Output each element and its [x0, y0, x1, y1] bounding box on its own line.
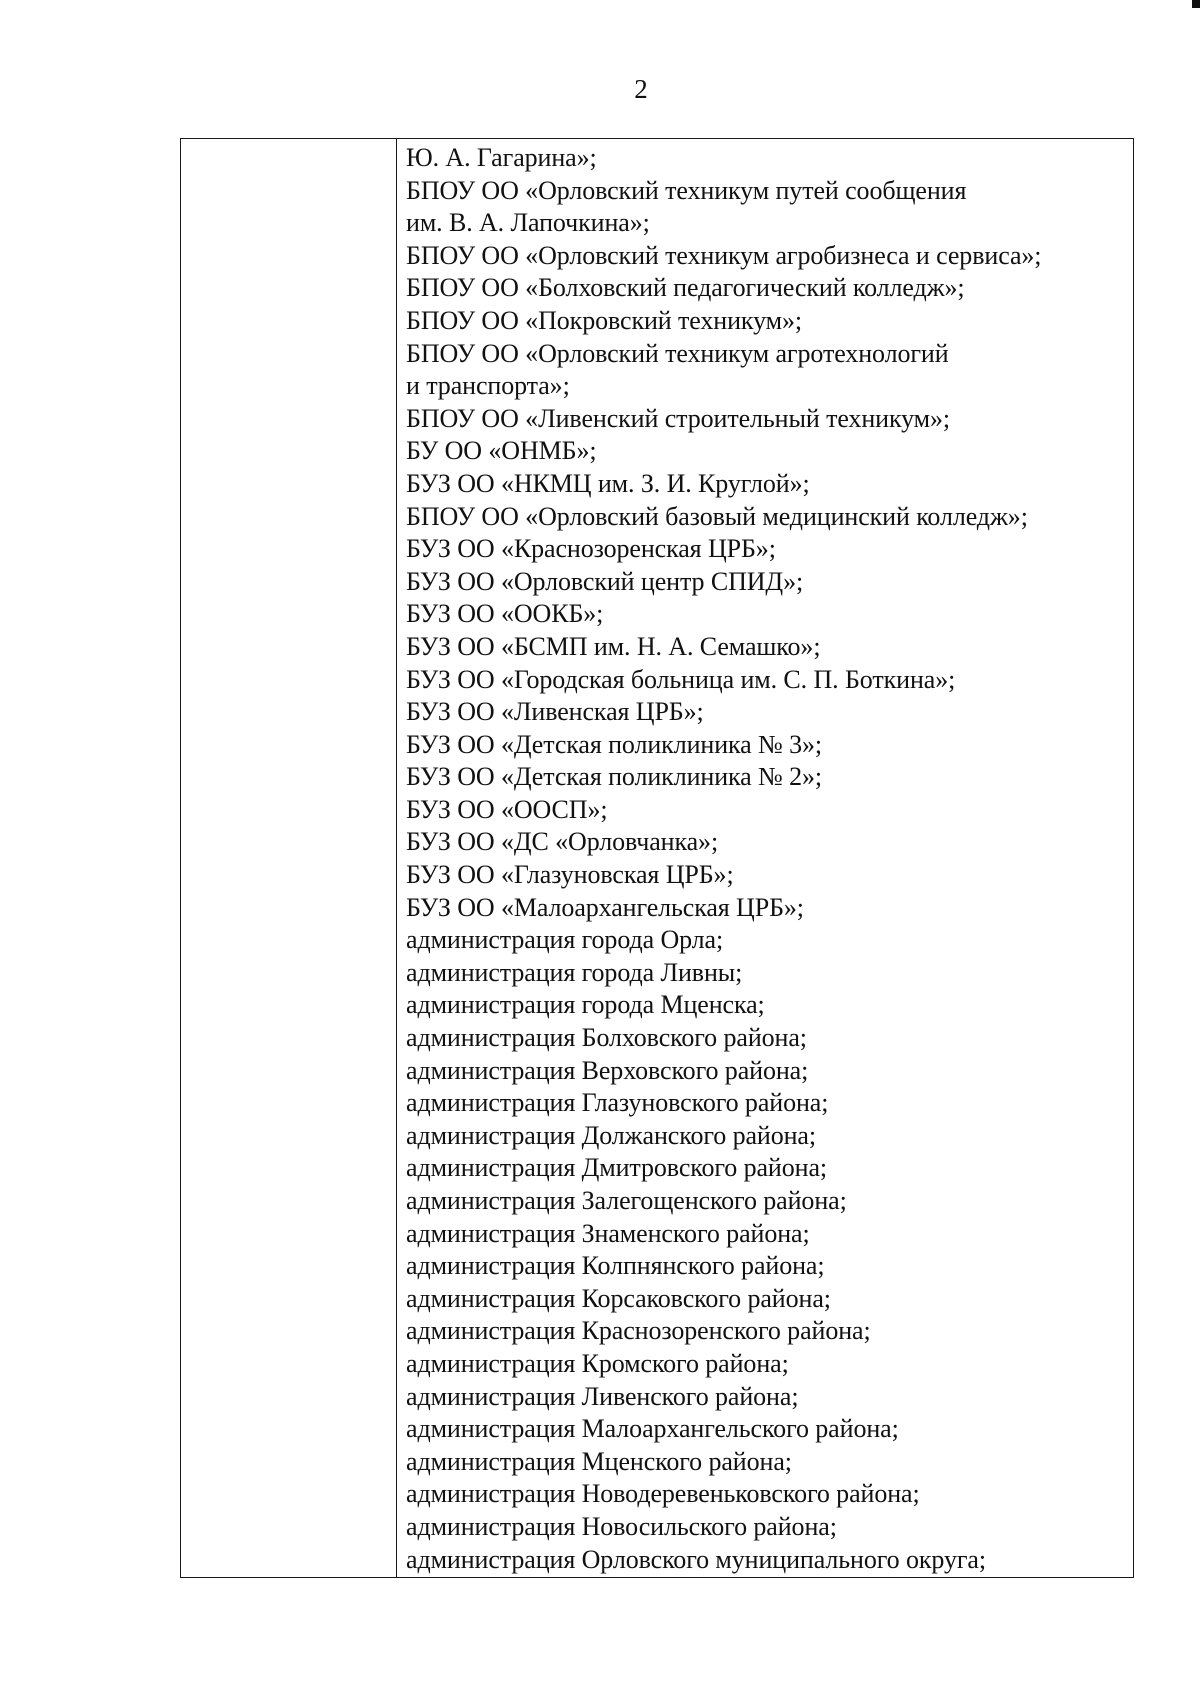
- page-number: 2: [634, 74, 648, 104]
- list-item: администрация Болховского района;: [406, 1023, 807, 1053]
- list-item: БУЗ ОО «ООСП»;: [406, 794, 608, 824]
- list-item: администрация Орловского муниципального округа;: [406, 1544, 986, 1574]
- list-item: администрация Колпнянского района;: [406, 1251, 825, 1281]
- list-item: БУ ОО «ОНМБ»;: [406, 436, 597, 466]
- list-item: администрация Кромского района;: [406, 1348, 789, 1378]
- list-item: БУЗ ОО «Малоархангельская ЦРБ»;: [406, 892, 804, 922]
- list-item: администрация Глазуновского района;: [406, 1088, 829, 1118]
- list-item: Ю. А. Гагарина»;: [406, 143, 597, 172]
- list-item: БУЗ ОО «НКМЦ им. З. И. Круглой»;: [406, 468, 810, 498]
- list-item: БУЗ ОО «Орловский центр СПИД»;: [406, 566, 804, 596]
- list-item: БПОУ ОО «Ливенский строительный техникум»;: [406, 403, 951, 433]
- list-item: БПОУ ОО «Покровский техникум»;: [406, 305, 803, 335]
- list-item: БУЗ ОО «Детская поликлиника № 3»;: [406, 729, 823, 759]
- list-item: им. В. А. Лапочкина»;: [406, 208, 650, 238]
- list-item: администрация Залегощенского района;: [406, 1186, 847, 1215]
- list-item: администрация Дмитровского района;: [406, 1153, 828, 1183]
- list-item: администрация города Мценска;: [406, 990, 765, 1020]
- list-item: и транспорта»;: [406, 371, 570, 401]
- list-item: БУЗ ОО «БСМП им. Н. А. Семашко»;: [406, 631, 821, 661]
- list-item: БУЗ ОО «Глазуновская ЦРБ»;: [406, 860, 734, 890]
- list-item: администрация Краснозоренского района;: [406, 1316, 871, 1346]
- list-item: БУЗ ОО «ДС «Орловчанка»;: [406, 827, 719, 857]
- table-cell-recipients: [397, 139, 1134, 1578]
- table-cell-left-empty: [181, 139, 397, 1578]
- list-item: БУЗ ОО «Детская поликлиника № 2»;: [406, 762, 823, 792]
- list-item: БПОУ ОО «Орловский базовый медицинский колледж»;: [406, 501, 1028, 531]
- list-item: администрация города Ливны;: [406, 957, 743, 987]
- table-row: [181, 139, 1134, 1578]
- list-item: администрация Ливенского района;: [406, 1381, 799, 1411]
- list-item: администрация Мценского района;: [406, 1446, 792, 1476]
- list-item: администрация Новодеревеньковского района;: [406, 1479, 920, 1509]
- list-item: БУЗ ОО «Ливенская ЦРБ»;: [406, 697, 704, 727]
- list-item: администрация Верховского района;: [406, 1055, 809, 1085]
- list-item: администрация города Орла;: [406, 925, 724, 955]
- list-item: БУЗ ОО «Краснозоренская ЦРБ»;: [406, 534, 776, 564]
- list-item: администрация Малоархангельского района;: [406, 1414, 899, 1444]
- list-item: администрация Должанского района;: [406, 1120, 816, 1150]
- recipient-list: [397, 139, 1133, 1576]
- list-item: БПОУ ОО «Болховский педагогический колледж»;: [406, 273, 965, 303]
- list-item: администрация Корсаковского района;: [406, 1283, 831, 1313]
- list-item: БПОУ ОО «Орловский техникум агротехнологий: [406, 338, 949, 368]
- recipients-table: [180, 138, 1134, 1578]
- list-item: БПОУ ОО «Орловский техникум агробизнеса и сервиса»;: [406, 240, 1042, 270]
- list-item: БУЗ ОО «ООКБ»;: [406, 599, 604, 629]
- list-item: администрация Новосильского района;: [406, 1511, 837, 1541]
- list-item: БУЗ ОО «Городская больница им. С. П. Боткина»;: [406, 664, 956, 694]
- list-item: администрация Знаменского района;: [406, 1218, 810, 1248]
- list-item: БПОУ ОО «Орловский техникум путей сообщения: [406, 175, 967, 205]
- scan-corner-mark: [1192, 0, 1200, 8]
